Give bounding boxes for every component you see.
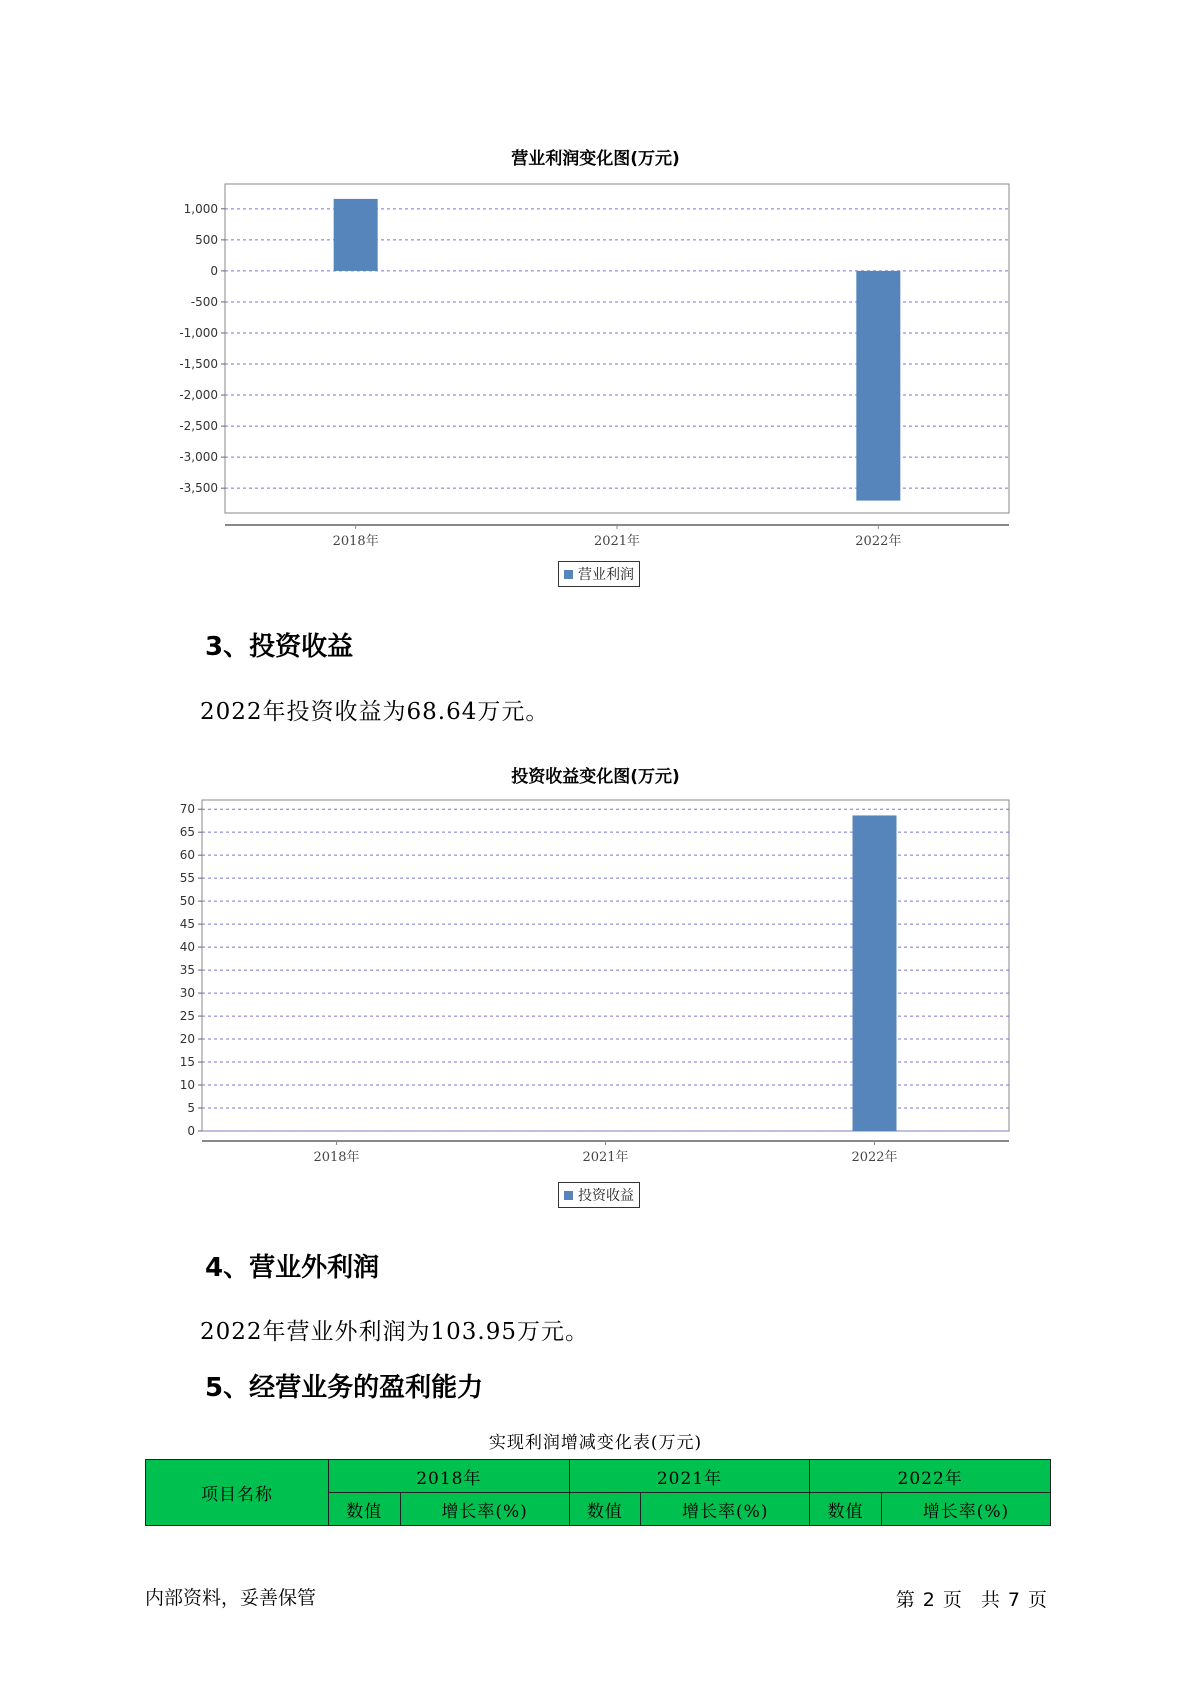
x-tick-label: 2021年 [582, 1150, 629, 1165]
profit-change-table [145, 1459, 1051, 1526]
y-tick-label: 30 [179, 986, 195, 1001]
chart1-legend-label: 营业利润 [578, 567, 634, 583]
page-mid: 页 共 [942, 1589, 1000, 1611]
y-tick-label: 25 [179, 1009, 195, 1024]
section5-heading: 5、经营业务的盈利能力 [205, 1373, 484, 1403]
legend-swatch-icon [564, 1191, 573, 1200]
growth-header: 增长率(%) [400, 1493, 569, 1526]
y-tick-label: 10 [179, 1078, 195, 1093]
y-tick-label: 35 [179, 963, 195, 978]
y-tick-label: -3,500 [179, 481, 218, 496]
value-header: 数值 [329, 1493, 401, 1526]
page-total: 7 [1007, 1589, 1020, 1611]
x-tick-label: 2022年 [851, 1150, 898, 1165]
section4-text: 2022年营业外利润为103.95万元。 [200, 1319, 590, 1345]
growth-header: 增长率(%) [641, 1493, 810, 1526]
growth-header: 增长率(%) [881, 1493, 1050, 1526]
year-header: 2022年 [810, 1460, 1051, 1493]
y-tick-label: 45 [179, 917, 195, 932]
section4-heading: 4、营业外利润 [205, 1253, 380, 1283]
bar [853, 815, 897, 1131]
y-tick-label: 70 [179, 802, 195, 817]
value-header: 数值 [569, 1493, 641, 1526]
y-tick-label: 50 [179, 894, 195, 909]
x-tick-label: 2022年 [855, 534, 902, 549]
y-tick-label: 500 [195, 232, 218, 247]
section3-heading: 3、投资收益 [205, 632, 354, 662]
chart2-title: 投资收益变化图(万元) [511, 767, 680, 787]
section3-text: 2022年投资收益为68.64万元。 [200, 699, 550, 725]
year-header: 2018年 [329, 1460, 570, 1493]
y-tick-label: 20 [179, 1032, 195, 1047]
table-header-row [146, 1460, 1051, 1493]
x-tick-label: 2018年 [313, 1150, 360, 1165]
page-suffix: 页 [1027, 1589, 1047, 1611]
chart2-legend [558, 1182, 640, 1208]
y-tick-label: -3,000 [179, 450, 218, 465]
y-tick-label: -500 [190, 294, 218, 309]
x-tick-label: 2021年 [593, 534, 641, 549]
page-prefix: 第 [895, 1589, 915, 1611]
y-tick-label: 60 [179, 848, 195, 863]
chart1-title: 营业利润变化图(万元) [511, 149, 680, 169]
y-tick-label: 0 [210, 263, 218, 278]
y-tick-label: -1,500 [179, 357, 218, 372]
y-tick-label: 55 [179, 871, 195, 886]
year-header: 2021年 [569, 1460, 810, 1493]
confidential-note: 内部资料，妥善保管 [145, 1587, 317, 1609]
y-tick-label: -2,000 [179, 388, 218, 403]
table-caption: 实现利润增减变化表(万元) [488, 1433, 703, 1453]
y-tick-label: 40 [179, 940, 195, 955]
y-tick-label: -1,000 [179, 325, 218, 340]
item-name-header: 项目名称 [146, 1460, 329, 1526]
page-current: 2 [922, 1589, 935, 1611]
x-tick-label: 2018年 [332, 534, 379, 549]
page-number [892, 1585, 1051, 1612]
y-tick-label: 5 [187, 1101, 195, 1116]
y-tick-label: 15 [179, 1055, 195, 1070]
y-tick-label: 65 [179, 825, 195, 840]
y-tick-label: 0 [187, 1124, 195, 1138]
y-tick-label: -2,500 [179, 419, 218, 434]
chart2-legend-label: 投资收益 [578, 1188, 634, 1204]
value-header: 数值 [810, 1493, 882, 1526]
y-tick-label: 1,000 [183, 201, 218, 216]
